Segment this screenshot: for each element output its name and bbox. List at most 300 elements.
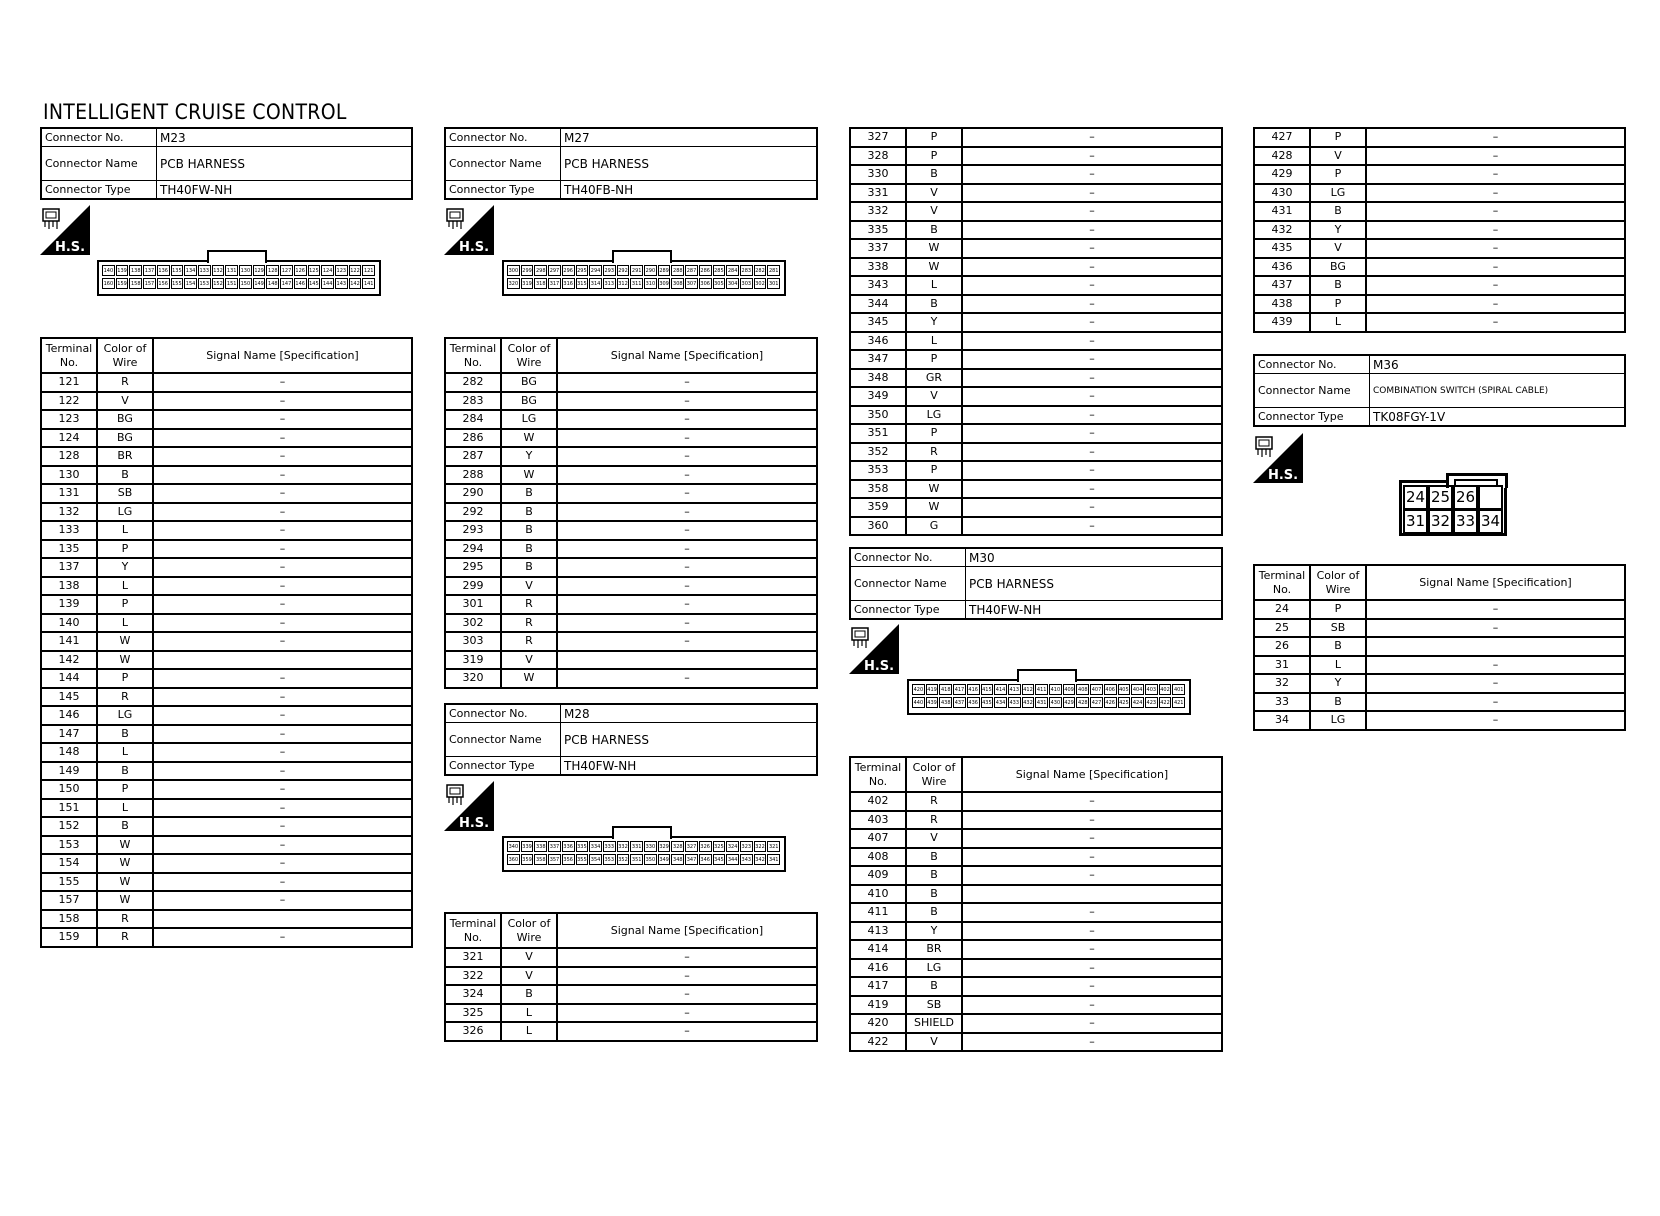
terminal-no-header: Terminal No. [445,338,501,373]
terminal-no-cell: 31 [1254,656,1310,675]
pin-cell: 409 [1063,684,1076,695]
signal-name-cell [153,910,412,929]
wire-color-cell: B [906,903,962,922]
pin-cell: 310 [644,278,657,289]
wire-color-cell: B [97,725,153,744]
terminal-no-cell: 24 [1254,600,1310,619]
connector-no-label: Connector No. [445,704,561,723]
wire-color-cell: V [501,651,557,670]
terminal-no-cell: 350 [850,406,906,425]
connector-face-m27 [502,260,786,296]
table-row [41,873,412,892]
terminal-no-cell: 145 [41,688,97,707]
pin-cell: 403 [1145,684,1158,695]
terminal-no-cell: 288 [445,466,501,485]
pin-cell: 302 [754,278,767,289]
wire-color-cell: BG [97,410,153,429]
wire-color-cell: B [97,817,153,836]
wire-color-cell: BG [501,373,557,392]
table-row [445,392,817,411]
signal-name-header: Signal Name [Specification] [962,757,1222,792]
signal-name-cell: – [962,350,1222,369]
table-row [1254,674,1625,693]
table-row [850,313,1222,332]
pin-cell: 422 [1159,697,1172,708]
pin-table-m27 [444,337,818,689]
terminal-no-cell: 436 [1254,258,1310,277]
connector-face-m30 [907,679,1191,715]
connector-name-label: Connector Name [41,147,157,181]
pin-cell: 314 [589,278,602,289]
wire-color-cell: B [906,885,962,904]
pin-cell: 347 [685,854,698,865]
wire-color-cell: W [97,854,153,873]
terminal-no-cell: 138 [41,577,97,596]
table-row [41,799,412,818]
connector-lock [1017,669,1077,682]
terminal-no-cell: 427 [1254,128,1310,147]
table-row [41,484,412,503]
wire-color-cell: LG [501,410,557,429]
terminal-no-cell: 147 [41,725,97,744]
signal-name-cell [557,651,817,670]
table-row [41,725,412,744]
connector-name-label: Connector Name [850,567,966,601]
signal-name-cell: – [962,959,1222,978]
table-row [41,614,412,633]
connector-name-value: PCB HARNESS [966,567,1223,601]
pin-cell: 298 [534,265,547,276]
signal-name-cell: – [153,614,412,633]
wire-color-cell: BG [97,429,153,448]
table-row [41,706,412,725]
terminal-no-cell: 124 [41,429,97,448]
hs-label: H.S. [863,659,895,674]
signal-name-cell: – [153,762,412,781]
wire-color-cell: LG [1310,184,1366,203]
signal-name-cell: – [962,996,1222,1015]
wire-color-cell: R [906,792,962,811]
wire-color-cell: L [1310,313,1366,332]
pin-cell: 352 [617,854,630,865]
pin-cell: 425 [1118,697,1131,708]
wire-color-cell: P [1310,295,1366,314]
terminal-no-cell: 121 [41,373,97,392]
pin-cell: 282 [754,265,767,276]
table-row [1254,656,1625,675]
signal-name-cell: – [962,1014,1222,1033]
pin-cell: 319 [521,278,534,289]
signal-name-header: Signal Name [Specification] [1366,565,1625,600]
connector-type-value: TH40FW-NH [561,757,818,776]
wire-color-cell: B [1310,276,1366,295]
signal-name-cell: – [962,829,1222,848]
pin-cell: 295 [576,265,589,276]
terminal-no-cell: 128 [41,447,97,466]
connector-face-m28 [502,836,786,872]
table-row [41,836,412,855]
terminal-no-cell: 402 [850,792,906,811]
table-row [850,332,1222,351]
signal-name-cell: – [962,922,1222,941]
pin-34: 34 [1478,509,1503,534]
table-row [41,466,412,485]
wire-color-cell: L [501,1022,557,1041]
wire-color-cell: R [97,688,153,707]
table-row [850,461,1222,480]
terminal-no-cell: 137 [41,558,97,577]
pin-cell: 341 [767,854,780,865]
wire-color-cell: LG [906,959,962,978]
signal-name-cell: – [153,484,412,503]
terminal-no-cell: 152 [41,817,97,836]
pin-cell: 402 [1159,684,1172,695]
connector-no-value: M28 [561,704,818,723]
pin-cell: 405 [1118,684,1131,695]
signal-name-cell: – [153,503,412,522]
pin-cell: 339 [521,841,534,852]
signal-name-cell: – [153,854,412,873]
table-row [41,928,412,947]
pin-cell: 123 [335,265,348,276]
table-row [445,595,817,614]
signal-name-cell: – [1366,202,1625,221]
wire-color-cell: LG [906,406,962,425]
signal-name-cell: – [153,725,412,744]
pin-cell: 152 [212,278,225,289]
connector-info-m27 [444,127,818,200]
terminal-no-cell: 132 [41,503,97,522]
signal-name-header: Signal Name [Specification] [153,338,412,373]
pin-cell: 404 [1131,684,1144,695]
terminal-no-cell: 151 [41,799,97,818]
signal-name-cell: – [557,521,817,540]
pin-cell: 412 [1022,684,1035,695]
pin-cell: 300 [507,265,520,276]
connector-lock [207,250,267,263]
pin-cell: 316 [562,278,575,289]
wire-color-cell: L [501,1004,557,1023]
signal-name-cell: – [153,817,412,836]
pin-cell: 134 [184,265,197,276]
pin-cell: 306 [699,278,712,289]
wire-color-cell: L [97,577,153,596]
wire-color-cell: W [906,239,962,258]
table-row [445,503,817,522]
terminal-no-cell: 349 [850,387,906,406]
pin-cell: 303 [740,278,753,289]
signal-name-cell [153,651,412,670]
pin-cell: 156 [157,278,170,289]
table-row [41,669,412,688]
pin-cell: 296 [562,265,575,276]
table-row [445,985,817,1004]
signal-name-cell: – [557,595,817,614]
pin-cell: 427 [1090,697,1103,708]
pin-row [507,265,781,276]
pin-cell: 129 [253,265,266,276]
terminal-no-cell: 159 [41,928,97,947]
pin-cell: 334 [589,841,602,852]
terminal-no-cell: 331 [850,184,906,203]
pin-cell: 411 [1035,684,1048,695]
pin-cell: 355 [576,854,589,865]
terminal-no-cell: 302 [445,614,501,633]
signal-name-cell: – [557,1004,817,1023]
signal-name-cell: – [557,948,817,967]
signal-name-cell: – [962,811,1222,830]
pin-cell: 297 [548,265,561,276]
wire-color-cell: LG [97,503,153,522]
pin-cell: 431 [1035,697,1048,708]
table-row [445,1004,817,1023]
pin-cell: 325 [713,841,726,852]
connector-no-value: M36 [1370,355,1626,374]
table-row [1254,128,1625,147]
signal-name-cell: – [1366,276,1625,295]
terminal-no-cell: 303 [445,632,501,651]
pin-cell: 145 [308,278,321,289]
pin-cell: 305 [713,278,726,289]
connector-type-label: Connector Type [445,181,561,200]
wire-color-cell: V [906,829,962,848]
signal-name-cell: – [153,447,412,466]
terminal-no-header: Terminal No. [850,757,906,792]
wire-color-cell: B [97,762,153,781]
terminal-no-cell: 422 [850,1033,906,1052]
pin-cell: 342 [754,854,767,865]
terminal-no-cell: 139 [41,595,97,614]
wire-color-cell: BR [906,940,962,959]
pin-cell: 122 [349,265,362,276]
table-row [850,996,1222,1015]
wire-color-cell: Y [1310,221,1366,240]
signal-name-cell: – [557,503,817,522]
pin-cell: 433 [1008,697,1021,708]
signal-name-cell: – [962,295,1222,314]
hs-icon [444,781,494,831]
terminal-no-cell: 411 [850,903,906,922]
signal-name-cell: – [962,424,1222,443]
table-row [1254,711,1625,730]
table-row [445,614,817,633]
pin-table-m28 [444,912,818,1042]
pin-cell: 418 [939,684,952,695]
table-row [850,295,1222,314]
table-row [850,128,1222,147]
signal-name-header: Signal Name [Specification] [557,338,817,373]
table-row [850,387,1222,406]
table-row [850,239,1222,258]
table-row [445,948,817,967]
connector-type-value: TH40FB-NH [561,181,818,200]
pin-cell: 135 [171,265,184,276]
wire-color-cell: V [1310,239,1366,258]
connector-lock [612,250,672,263]
pin-cell: 420 [912,684,925,695]
terminal-no-cell: 321 [445,948,501,967]
pin-table-m23 [40,337,413,948]
wire-color-cell: P [97,595,153,614]
signal-name-cell: – [557,614,817,633]
pin-cell: 415 [981,684,994,695]
wire-color-cell: Y [1310,674,1366,693]
pin-table-m30-continued [1253,127,1626,333]
table-row [850,866,1222,885]
connector-no-value: M30 [966,548,1223,567]
table-row [850,221,1222,240]
table-row [41,854,412,873]
wire-color-cell: B [1310,202,1366,221]
wire-color-cell: R [906,811,962,830]
connector-type-label: Connector Type [1254,408,1370,427]
pin-cell: 320 [507,278,520,289]
pin-cell: 343 [740,854,753,865]
table-row [850,424,1222,443]
pin-table-m28-continued [849,127,1223,536]
wire-color-cell: SB [1310,619,1366,638]
pin-cell: 332 [617,841,630,852]
wire-color-cell: L [97,799,153,818]
signal-name-cell: – [557,985,817,1004]
terminal-no-cell: 26 [1254,637,1310,656]
terminal-no-header: Terminal No. [41,338,97,373]
table-row [445,967,817,986]
wire-color-cell: B [906,977,962,996]
signal-name-cell: – [962,387,1222,406]
wire-color-cell: W [501,669,557,688]
table-row [41,521,412,540]
terminal-no-cell: 140 [41,614,97,633]
pin-cell: 131 [225,265,238,276]
table-row [445,558,817,577]
wire-color-cell: BG [1310,258,1366,277]
wire-color-cell: W [501,429,557,448]
table-row [41,817,412,836]
pin-cell: 292 [617,265,630,276]
wire-color-cell: B [501,521,557,540]
connector-face-m23 [97,260,381,296]
signal-name-cell: – [153,706,412,725]
connector-info-m23 [40,127,413,200]
signal-name-cell: – [962,1033,1222,1052]
wire-color-cell: L [906,332,962,351]
pin-cell: 344 [726,854,739,865]
pin-cell: 146 [294,278,307,289]
pin-cell: 315 [576,278,589,289]
terminal-no-cell: 348 [850,369,906,388]
pin-cell: 153 [198,278,211,289]
signal-name-cell: – [557,558,817,577]
pin-cell: 335 [576,841,589,852]
terminal-no-cell: 142 [41,651,97,670]
terminal-no-cell: 435 [1254,239,1310,258]
wire-color-cell: L [97,743,153,762]
connector-type-value: TH40FW-NH [966,601,1223,620]
wire-color-cell: LG [1310,711,1366,730]
pin-cell: 301 [767,278,780,289]
wire-color-cell: P [1310,128,1366,147]
connector-type-value: TH40FW-NH [157,181,413,200]
terminal-no-cell: 414 [850,940,906,959]
pin-cell: 357 [548,854,561,865]
table-row [41,762,412,781]
pin-cell: 130 [239,265,252,276]
pin-cell: 290 [644,265,657,276]
pin-cell: 154 [184,278,197,289]
pin-cell: 150 [239,278,252,289]
pin-row [102,265,376,276]
terminal-no-cell: 353 [850,461,906,480]
terminal-no-cell: 146 [41,706,97,725]
signal-name-cell: – [962,461,1222,480]
signal-name-cell: – [1366,711,1625,730]
pin-cell: 331 [630,841,643,852]
signal-name-cell: – [153,558,412,577]
pin-cell: 149 [253,278,266,289]
wire-color-cell: B [906,866,962,885]
table-row [445,669,817,688]
pin-cell: 423 [1145,697,1158,708]
table-row [445,521,817,540]
terminal-no-cell: 282 [445,373,501,392]
signal-name-cell: – [1366,313,1625,332]
signal-name-cell: – [153,373,412,392]
signal-name-cell: – [557,669,817,688]
terminal-no-cell: 153 [41,836,97,855]
wire-color-cell: BR [97,447,153,466]
pin-row [912,684,1186,695]
table-row [850,480,1222,499]
table-row [445,1022,817,1041]
pin-cell: 348 [671,854,684,865]
signal-name-cell: – [1366,656,1625,675]
wire-color-cell: R [501,595,557,614]
wire-color-cell: Y [906,922,962,941]
harness-side-icon [40,205,90,255]
signal-name-cell: – [962,498,1222,517]
pin-cell: 299 [521,265,534,276]
pin-cell: 284 [726,265,739,276]
table-row [41,780,412,799]
pin-26: 26 [1453,485,1478,510]
pin-cell: 351 [630,854,643,865]
signal-name-cell: – [153,688,412,707]
signal-name-cell: – [153,392,412,411]
pin-cell: 141 [362,278,375,289]
table-row [445,373,817,392]
terminal-no-cell: 283 [445,392,501,411]
terminal-no-cell: 34 [1254,711,1310,730]
terminal-no-cell: 325 [445,1004,501,1023]
signal-name-cell: – [153,540,412,559]
pin-cell: 436 [967,697,980,708]
wire-color-cell: Y [501,447,557,466]
pin-cell: 327 [685,841,698,852]
signal-name-cell: – [153,632,412,651]
connector-no-label: Connector No. [41,128,157,147]
signal-name-cell: – [1366,693,1625,712]
pin-cell: 151 [225,278,238,289]
pin-cell: 304 [726,278,739,289]
table-row [41,392,412,411]
terminal-no-cell: 322 [445,967,501,986]
terminal-no-cell: 123 [41,410,97,429]
connector-name-label: Connector Name [445,723,561,757]
pin-cell: 124 [321,265,334,276]
terminal-no-header: Terminal No. [1254,565,1310,600]
signal-name-cell: – [962,848,1222,867]
